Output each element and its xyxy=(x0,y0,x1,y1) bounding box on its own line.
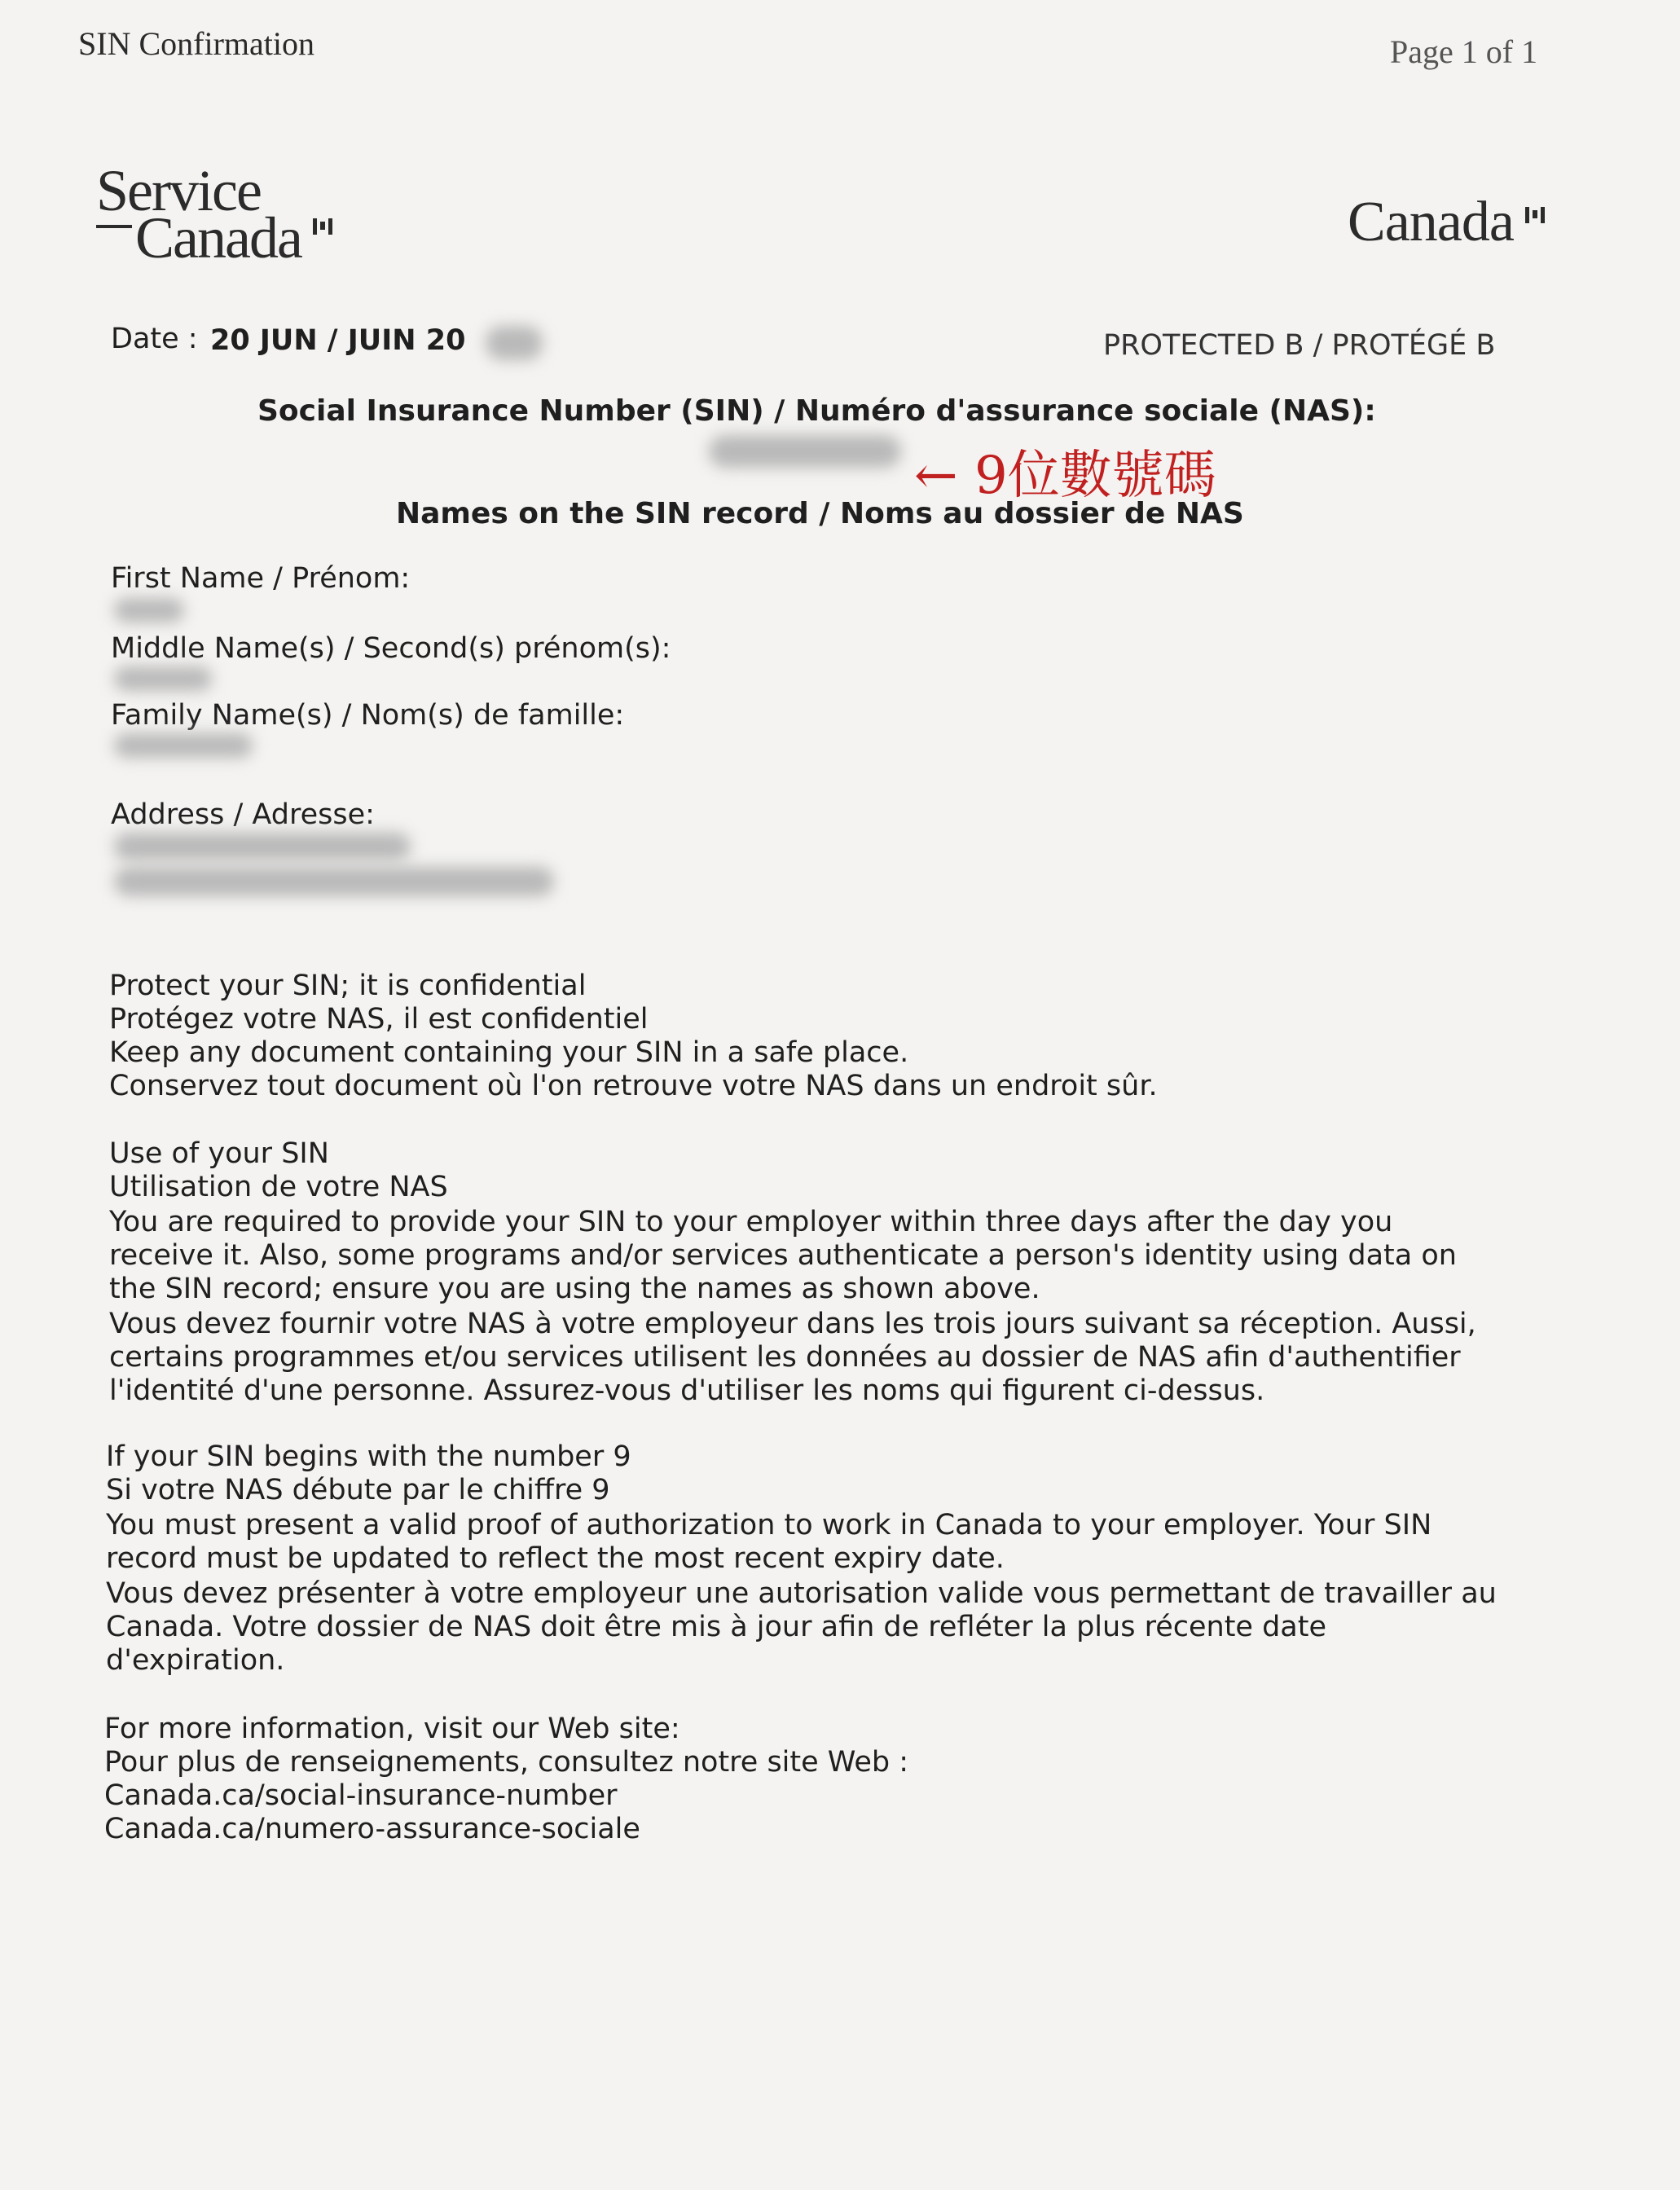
protect-line: Protect your SIN; it is confidential xyxy=(109,970,587,1002)
nine-line: Si votre NAS débute par le chiffre 9 xyxy=(106,1474,610,1506)
use-line: receive it. Also, some programs and/or services authenticate a person's identity using data on xyxy=(109,1239,1457,1272)
protect-line: Conservez tout document où l'on retrouve votre NAS dans un endroit sûr. xyxy=(109,1070,1158,1102)
info-link-french[interactable]: Canada.ca/numero-assurance-sociale xyxy=(104,1813,640,1845)
use-line: You are required to provide your SIN to your employer within three days after the day you xyxy=(109,1206,1393,1238)
use-line: Use of your SIN xyxy=(109,1137,329,1170)
sin-heading: Social Insurance Number (SIN) / Numéro d'assurance sociale (NAS): xyxy=(257,394,1376,428)
handwritten-annotation: ← 9位數號碼 xyxy=(914,446,1216,506)
redacted-address-line-2 xyxy=(114,867,554,896)
address-label: Address / Adresse: xyxy=(111,798,375,831)
protect-line: Keep any document containing your SIN in a safe place. xyxy=(109,1036,909,1069)
use-line: Utilisation de votre NAS xyxy=(109,1171,448,1203)
info-line: Pour plus de renseignements, consultez notre site Web : xyxy=(104,1746,909,1779)
nine-line: You must present a valid proof of authorization to work in Canada to your employer. Your SIN xyxy=(106,1509,1432,1541)
nine-line: Vous devez présenter à votre employeur une autorisation valide vous permettant de travailler au xyxy=(106,1577,1497,1610)
flag-icon xyxy=(1525,207,1545,223)
redacted-first-name xyxy=(114,598,184,622)
use-line: Vous devez fournir votre NAS à votre employeur dans les trois jours suivant sa réception. Aussi, xyxy=(109,1308,1476,1340)
nine-line: If your SIN begins with the number 9 xyxy=(106,1440,631,1473)
use-line: the SIN record; ensure you are using the names as shown above. xyxy=(109,1273,1040,1305)
protected-classification: PROTECTED B / PROTÉGÉ B xyxy=(1103,329,1496,362)
wordmark-text: Canada xyxy=(1348,191,1514,253)
redacted-sin-number xyxy=(709,435,901,468)
info-link-english[interactable]: Canada.ca/social-insurance-number xyxy=(104,1779,618,1812)
flag-icon xyxy=(313,218,332,235)
page-header-title: SIN Confirmation xyxy=(78,25,314,62)
names-heading: Names on the SIN record / Noms au dossier de NAS xyxy=(396,497,1244,530)
logo-bar xyxy=(96,225,132,228)
redacted-year xyxy=(486,326,543,360)
canada-wordmark xyxy=(1348,191,1514,253)
middle-name-label: Middle Name(s) / Second(s) prénom(s): xyxy=(111,632,671,665)
page-number: Page 1 of 1 xyxy=(1390,33,1538,70)
info-line: For more information, visit our Web site: xyxy=(104,1713,680,1745)
logo-word-canada: Canada xyxy=(135,205,301,270)
protect-line: Protégez votre NAS, il est confidentiel xyxy=(109,1003,649,1036)
use-line: certains programmes et/ou services utilisent les données au dossier de NAS afin d'authentifier xyxy=(109,1341,1461,1374)
first-name-label: First Name / Prénom: xyxy=(111,562,411,595)
service-canada-logo xyxy=(96,158,341,270)
nine-line: record must be updated to reflect the most recent expiry date. xyxy=(106,1542,1005,1575)
redacted-family-name xyxy=(114,733,253,758)
logo-word-service: Service xyxy=(96,158,261,223)
redacted-middle-name xyxy=(114,666,212,691)
nine-line: Canada. Votre dossier de NAS doit être mis à jour afin de refléter la plus récente date xyxy=(106,1611,1326,1643)
date-value: 20 JUN / JUIN 20 xyxy=(210,324,466,357)
use-line: l'identité d'une personne. Assurez-vous d'utiliser les noms qui figurent ci-dessus. xyxy=(109,1374,1265,1407)
date-label: Date : xyxy=(111,323,198,355)
family-name-label: Family Name(s) / Nom(s) de famille: xyxy=(111,699,625,732)
redacted-address-line-1 xyxy=(114,833,411,860)
nine-line: d'expiration. xyxy=(106,1644,285,1677)
